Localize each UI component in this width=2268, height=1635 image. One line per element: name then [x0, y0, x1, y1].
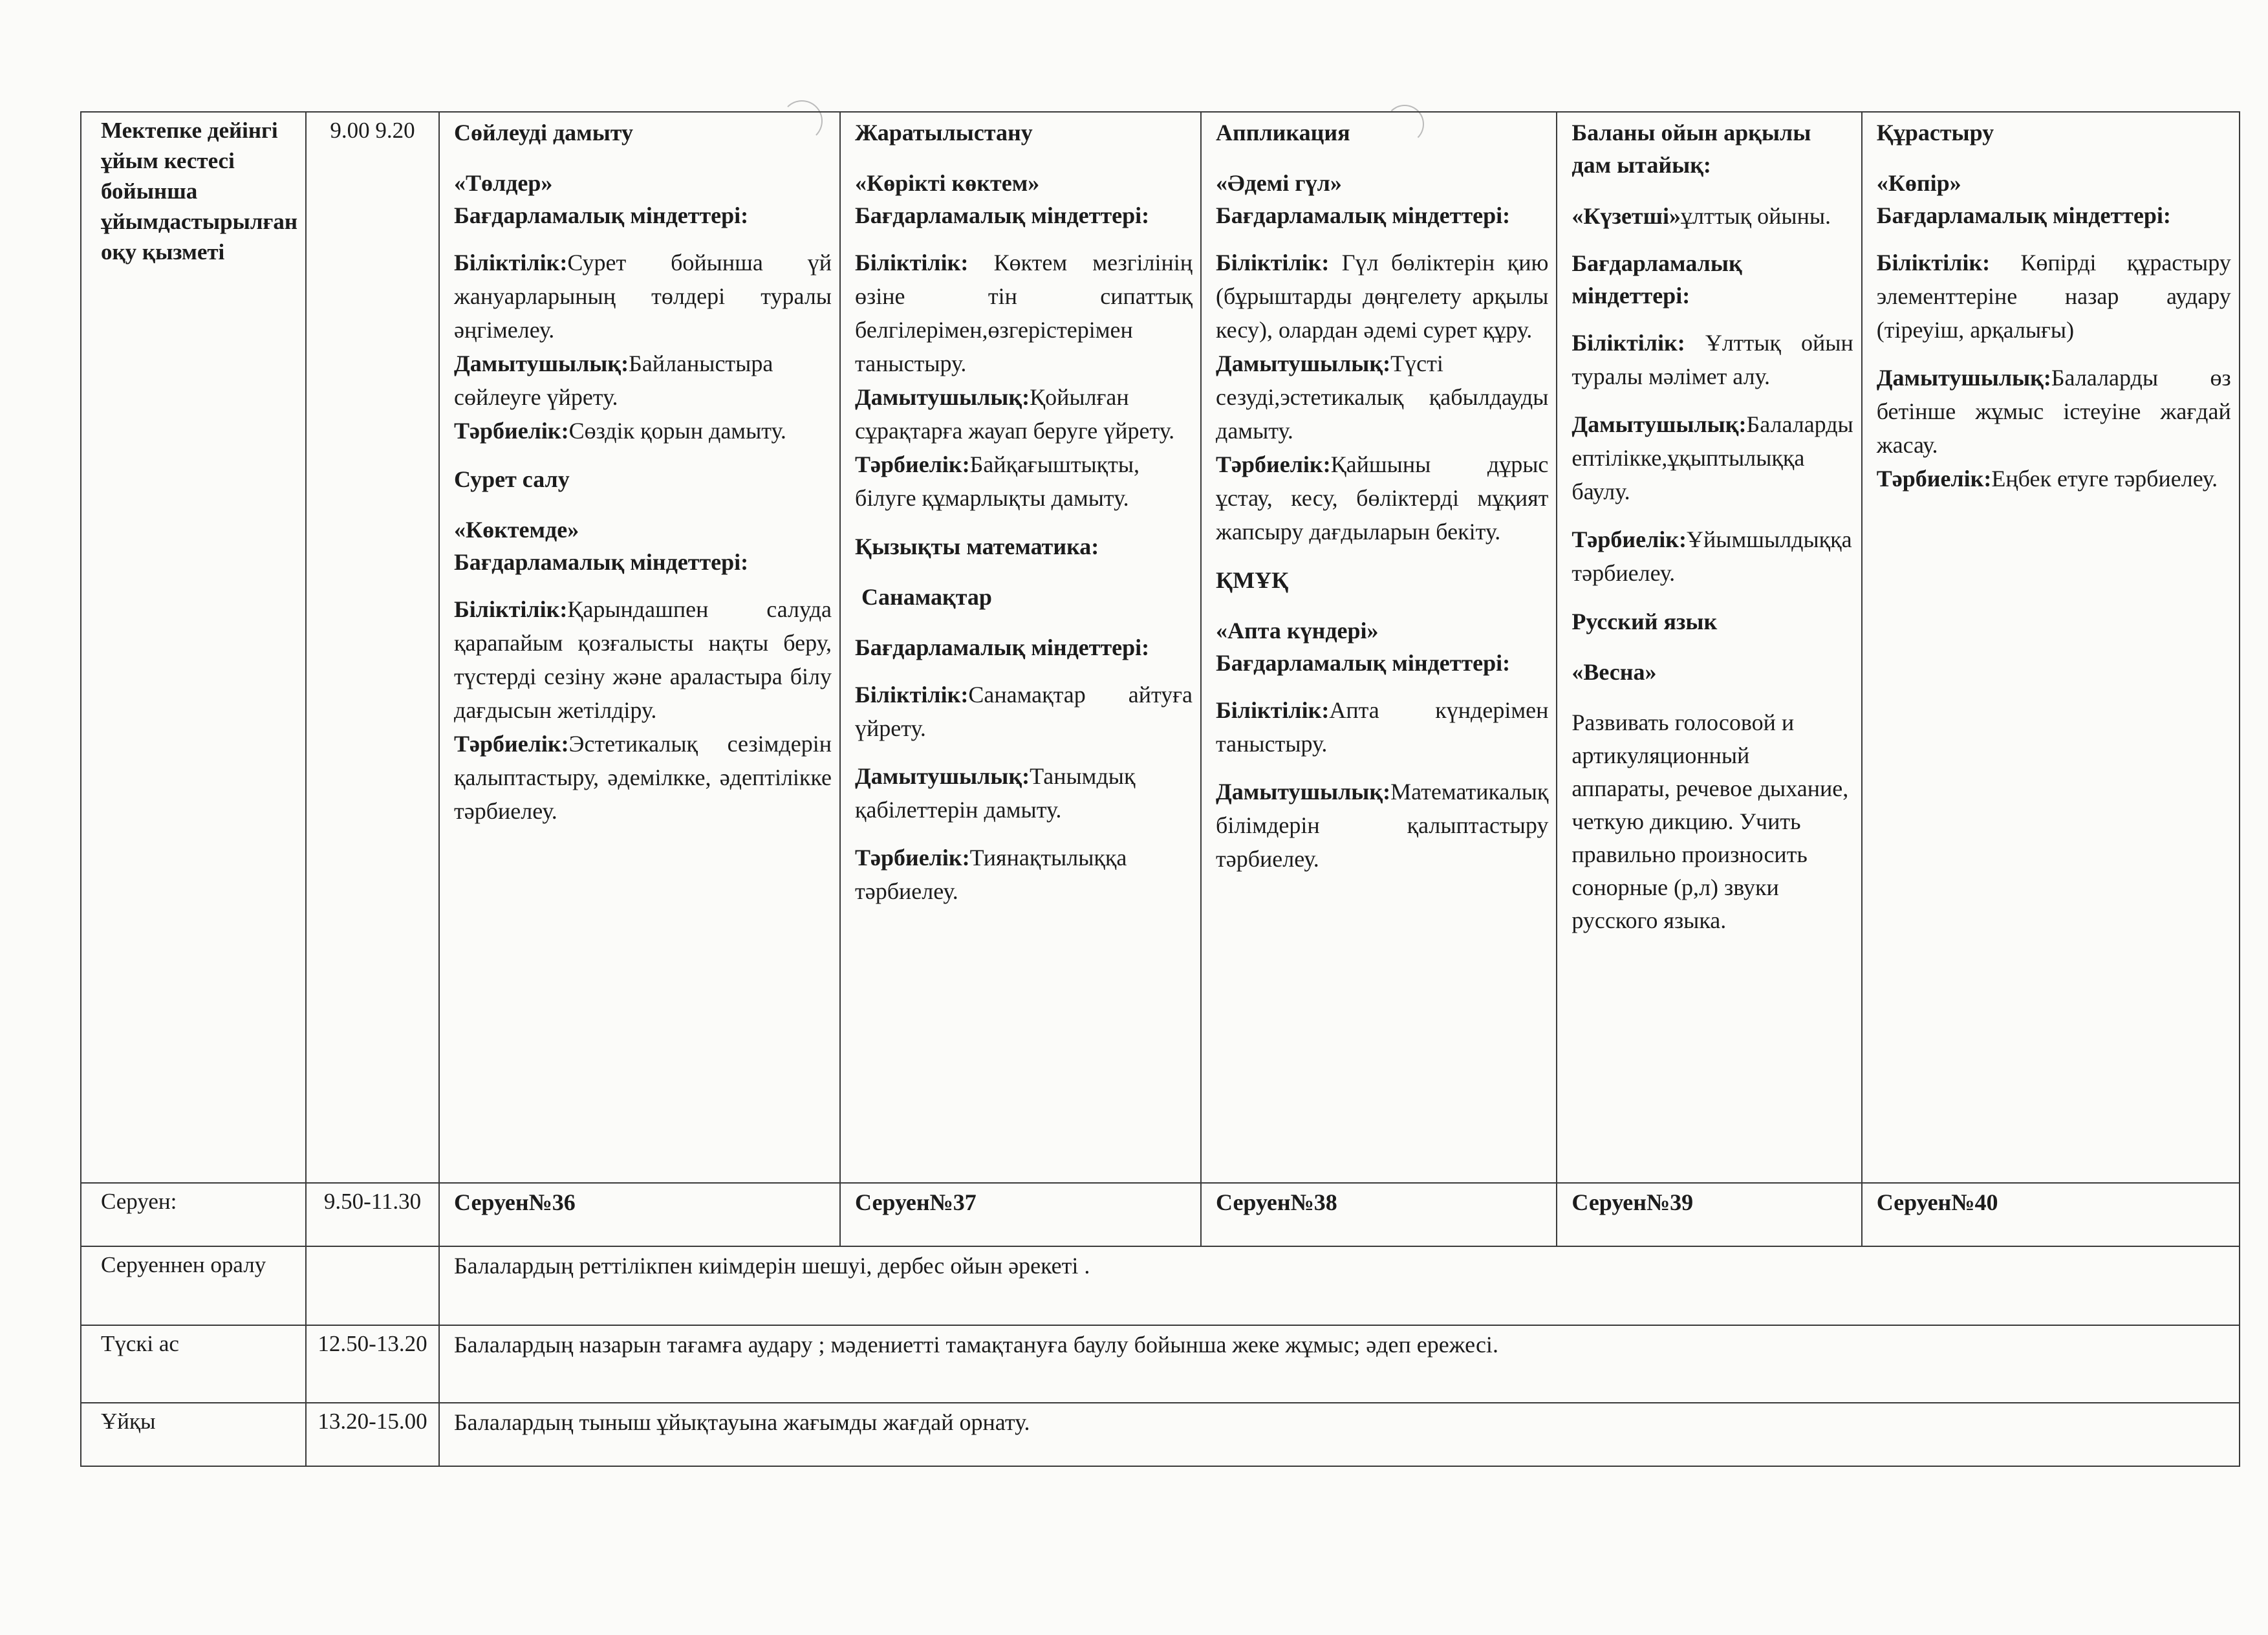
lesson-title: Қызықты математика:: [855, 534, 1099, 559]
row-label: Серуен:: [101, 1189, 177, 1214]
program-heading: Бағдарламалық міндеттері:: [855, 634, 1150, 660]
lesson-topic: «Көрікті көктем»: [855, 170, 1040, 196]
development-item: Дамытушылық:Балаларды өз бетінше жұмыс істеуіне жағдай жасау.: [1876, 365, 2231, 458]
lesson-topic: «Весна»: [1571, 659, 1657, 685]
skill-item: Біліктілік: Ұлттық ойын туралы мәлімет алу.: [1571, 330, 1853, 389]
lunch-text-cell: [439, 1325, 2240, 1403]
upbringing-item: Тәрбиелік:Ұйымшылдыққа тәрбиелеу.: [1571, 526, 1852, 586]
walk-time-cell: [306, 1183, 439, 1246]
skill-item: Біліктілік:Сурет бойынша үй жануарларының төлдері туралы әңгімелеу.: [454, 250, 832, 343]
lesson-title: Баланы ойын арқылы дам ытайық:: [1571, 120, 1811, 178]
lesson-title: Русский язык: [1571, 609, 1718, 634]
walk-label-cell: [81, 1183, 306, 1246]
daily-plan-table: [80, 111, 2240, 1467]
skill-item: Біліктілік: Гүл бөліктерін қию (бұрыштарды дөңгелету арқылы кесу), олардан әдемі сурет құру.: [1216, 250, 1549, 343]
time-value: 13.20-15.00: [318, 1409, 427, 1434]
walk-day-2: [840, 1183, 1201, 1246]
program-heading: Бағдарламалық міндеттері:: [454, 549, 749, 575]
lesson-title: Жаратылыстану: [855, 120, 1033, 146]
row-label: Ұйқы: [101, 1409, 156, 1434]
walk-number: Серуен№38: [1216, 1189, 1337, 1215]
time-value: [307, 1247, 438, 1250]
activities-time-cell: [306, 112, 439, 1183]
day-4-cell: [1557, 112, 1861, 1183]
development-item: Дамытушылық:Балаларды ептілікке,ұқыптылыққа баулу.: [1571, 411, 1853, 504]
walk-number: Серуен№40: [1876, 1189, 1998, 1215]
development-item: Дамытушылық:Байланыстыра сөйлеуге үйрету.: [454, 351, 773, 410]
time-value: 9.00 9.20: [330, 118, 415, 143]
time-value: 9.50-11.30: [323, 1189, 422, 1214]
program-heading: Бағдарламалық міндеттері:: [855, 202, 1150, 228]
program-heading: Бағдарламалық міндеттері:: [1216, 650, 1511, 676]
lesson-topic: «Көктемде»: [454, 517, 579, 543]
lunch-time-cell: [306, 1325, 439, 1403]
upbringing-item: Тәрбиелік:Эстетикалық сезімдерін қалыптастыру, әдемілкке, әдептілікке тәрбиелеу.: [454, 731, 832, 824]
lunch-row: [81, 1325, 2240, 1403]
activities-row: [81, 112, 2240, 1183]
walk-number: Серуен№37: [855, 1189, 977, 1215]
sleep-time-cell: [306, 1403, 439, 1466]
sleep-text-cell: [439, 1403, 2240, 1466]
lesson-title: Сөйлеуді дамыту: [454, 120, 634, 146]
row-label: Серуеннен оралу: [101, 1252, 266, 1277]
return-label-cell: [81, 1246, 306, 1325]
return-time-cell: [306, 1246, 439, 1325]
upbringing-item: Тәрбиелік:Байқағыштықты, білуге құмарлықты дамыту.: [855, 451, 1140, 511]
row-description: Балалардың реттілікпен киімдерін шешуі, дербес ойын әрекеті .: [454, 1253, 1090, 1279]
day-1-cell: [439, 112, 840, 1183]
return-row: [81, 1246, 2240, 1325]
walk-number: Серуен№36: [454, 1189, 576, 1215]
lesson-topic: «Әдемі гүл»: [1216, 170, 1342, 196]
russian-lesson-text: Развивать голосовой и артикуляционный аппараты, речевое дыхание, четкую дикцию. Учить правильно произносить сонорные (р,л) звуки русского языка.: [1571, 709, 1849, 933]
day-5-cell: [1862, 112, 2240, 1183]
development-item: Дамытушылық:Математикалық білімдерін қалыптастыру тәрбиелеу.: [1216, 779, 1549, 872]
time-value: 12.50-13.20: [318, 1331, 427, 1356]
lesson-topic: «Көпір»: [1876, 170, 1961, 196]
day-3-cell: [1201, 112, 1557, 1183]
skill-item: Біліктілік: Көпірді құрастыру элементтеріне назар аудару (тіреуіш, арқалығы): [1876, 250, 2231, 343]
walk-number: Серуен№39: [1571, 1189, 1694, 1215]
lesson-topic: «Апта күндері»: [1216, 618, 1379, 644]
activities-label-cell: [81, 112, 306, 1183]
upbringing-item: Тәрбиелік:Еңбек етуге тәрбиелеу.: [1876, 466, 2218, 492]
walk-day-1: [439, 1183, 840, 1246]
lesson-title: Құрастыру: [1876, 120, 1994, 146]
row-label: Мектепке дейінгі ұйым кестесі бойынша ұйымдастырылған оқу қызметі: [101, 118, 298, 265]
lesson-topic: «Төлдер»: [454, 170, 553, 196]
program-heading: Бағдарламалық міндеттері:: [1216, 202, 1511, 228]
development-item: Дамытушылық:Түсті сезуді,эстетикалық қабылдауды дамыту.: [1216, 351, 1549, 444]
lesson-title: ҚМҰҚ: [1216, 567, 1289, 593]
skill-item: Біліктілік:Қарындашпен салуда қарапайым қозғалысты нақты беру, түстерді сезіну және араластыра білу дағдысын жетілдіру.: [454, 596, 832, 723]
walk-day-4: [1557, 1183, 1861, 1246]
lesson-topic: Санамақтар: [861, 584, 992, 610]
skill-item: Біліктілік: Көктем мезгілінің өзіне тін сипаттық белгілерімен,өзгерістерімен таныстыру.: [855, 250, 1193, 376]
upbringing-item: Тәрбиелік:Қайшыны дұрыс ұстау, кесу, бөліктерді мұқият жапсыру дағдыларын бекіту.: [1216, 451, 1549, 545]
row-description: Балалардың тыныш ұйықтауына жағымды жағдай орнату.: [454, 1409, 1030, 1435]
skill-item: Біліктілік:Санамақтар айтуға үйрету.: [855, 682, 1193, 741]
upbringing-item: Тәрбиелік:Сөздік қорын дамыту.: [454, 418, 786, 444]
return-text-cell: [439, 1246, 2240, 1325]
lunch-label-cell: [81, 1325, 306, 1403]
development-item: Дамытушылық:Танымдық қабілеттерін дамыту.: [855, 763, 1136, 823]
skill-item: Біліктілік:Апта күндерімен таныстыру.: [1216, 697, 1549, 757]
walk-row: [81, 1183, 2240, 1246]
lesson-topic: «Күзетші»ұлттық ойыны.: [1571, 203, 1831, 229]
program-heading: Бағдарламалық міндеттері:: [1571, 250, 1742, 309]
program-heading: Бағдарламалық міндеттері:: [454, 202, 749, 228]
day-2-cell: [840, 112, 1201, 1183]
lesson-title: Аппликация: [1216, 120, 1350, 146]
sleep-row: [81, 1403, 2240, 1466]
development-item: Дамытушылық:Қойылған сұрақтарға жауап беруге үйрету.: [855, 384, 1175, 444]
upbringing-item: Тәрбиелік:Тиянақтылыққа тәрбиелеу.: [855, 845, 1127, 904]
row-label: Түскі ас: [101, 1331, 179, 1356]
sleep-label-cell: [81, 1403, 306, 1466]
walk-day-5: [1862, 1183, 2240, 1246]
walk-day-3: [1201, 1183, 1557, 1246]
row-description: Балалардың назарын тағамға аудару ; мәдениетті тамақтануға баулу бойынша жеке жұмыс; әдеп ережесі.: [454, 1332, 1498, 1358]
program-heading: Бағдарламалық міндеттері:: [1876, 202, 2171, 228]
lesson-title: Сурет салу: [454, 466, 570, 492]
